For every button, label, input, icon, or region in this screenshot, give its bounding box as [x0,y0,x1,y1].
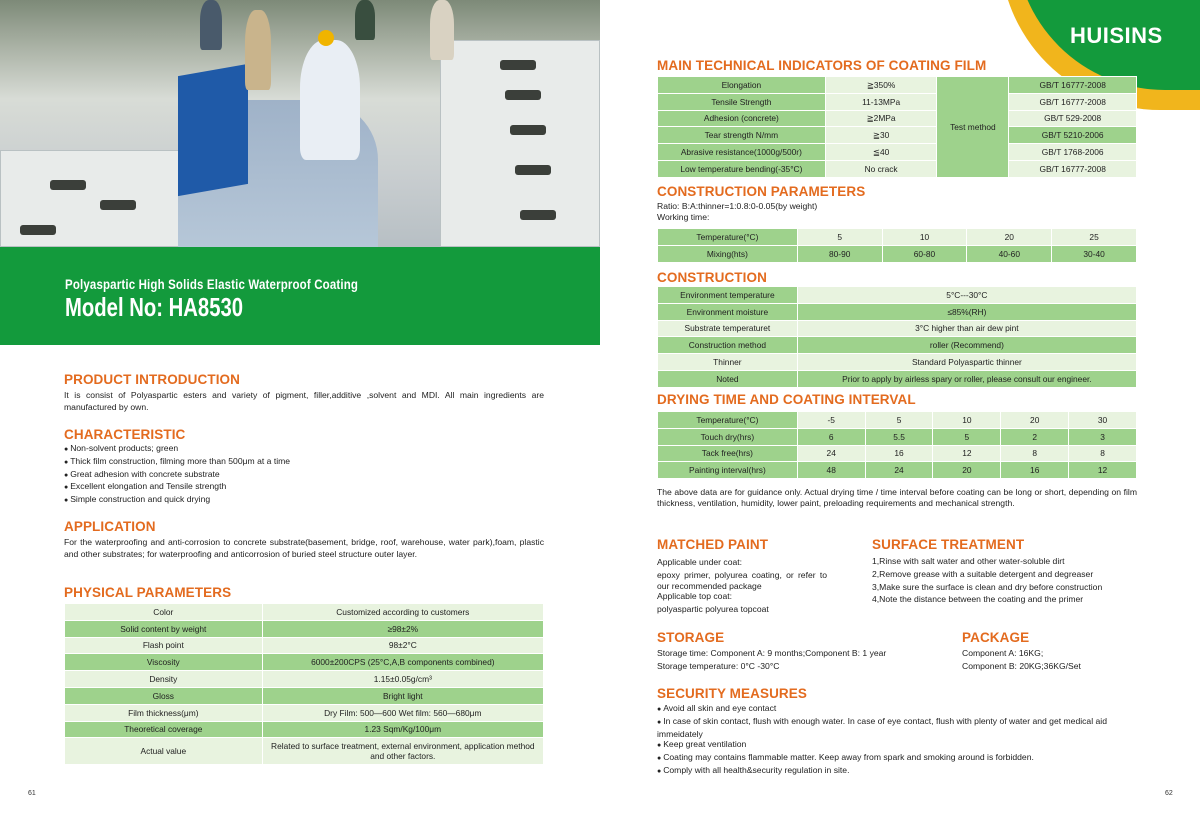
table-row [658,354,1137,371]
table-cell: Density [65,671,263,688]
construction-heading: CONSTRUCTION [657,270,767,285]
page-number-right: 62 [1165,790,1173,797]
drying-table [657,411,1137,479]
table-cell: GB/T 16777-2008 [1009,160,1137,177]
table-row [658,245,1137,262]
table-cell: 16 [865,445,933,462]
table-cell: 20 [967,229,1052,246]
construction-parameters-heading: CONSTRUCTION PARAMETERS [657,184,866,199]
construction-table [657,286,1137,388]
matched-paint-line: Applicable top coat: [657,591,733,601]
table-cell: Color [65,604,263,621]
table-cell: 3 [1069,428,1137,445]
table-cell: roller (Recommend) [797,337,1136,354]
construction-parameters-table [657,228,1137,263]
characteristic-list [64,443,544,507]
table-row [65,687,544,704]
storage-line: Storage temperature: 0°C -30°C [657,661,780,671]
table-cell: GB/T 529-2008 [1009,110,1137,127]
product-subtitle: Polyaspartic High Solids Elastic Waterproof Coating [65,276,359,292]
table-cell: Gloss [65,687,263,704]
table-cell: ≧30 [825,127,937,144]
matched-paint-heading: MATCHED PAINT [657,537,769,552]
table-cell: Touch dry(hrs) [658,428,798,445]
table-cell: 80-90 [797,245,882,262]
list-item: ● Thick film construction, filming more than 500μm at a time [64,456,544,469]
list-item: 4,Note the distance between the coating and the primer [872,594,1084,605]
list-item: 1,Rinse with salt water and other water-soluble dirt [872,556,1065,566]
model-number: Model No: HA8530 [65,292,244,322]
table-cell: 48 [797,462,865,479]
matched-paint-line: Applicable under coat: [657,557,743,567]
storage-line: Storage time: Component A: 9 months;Component B: 1 year [657,648,887,658]
table-cell: 16 [1001,462,1069,479]
list-item: ● Avoid all skin and eye contact [657,703,1137,716]
table-row [658,144,1137,161]
table-row [658,229,1137,246]
table-row [65,721,544,738]
table-row [65,604,544,621]
table-row [658,303,1137,320]
table-row [65,620,544,637]
table-cell: Actual value [65,738,263,765]
table-cell: Dry Film: 500—600 Wet film: 560—680μm [262,704,543,721]
table-row [658,428,1137,445]
security-list [657,703,1137,778]
ratio-text: Ratio: B:A:thinner=1:0.8:0-0.05(by weight) [657,201,818,211]
table-cell: 30-40 [1052,245,1137,262]
drying-heading: DRYING TIME AND COATING INTERVAL [657,392,916,407]
table-cell: 24 [797,445,865,462]
list-item: ● Comply with all health&security regulation in site. [657,765,1137,778]
table-row [658,77,1137,94]
working-time-text: Working time: [657,212,710,222]
table-row [658,320,1137,337]
table-cell: ≥98±2% [262,620,543,637]
table-cell: 1.15±0.05g/cm³ [262,671,543,688]
table-cell: Tensile Strength [658,93,826,110]
table-cell: ≧2MPa [825,110,937,127]
table-row [658,93,1137,110]
table-cell: 20 [1001,412,1069,429]
table-cell: 25 [1052,229,1137,246]
storage-heading: STORAGE [657,630,725,645]
table-cell: GB/T 16777-2008 [1009,93,1137,110]
table-cell: Noted [658,370,798,387]
test-method-cell: Test method [937,77,1009,178]
table-cell: Tear strength N/mm [658,127,826,144]
table-cell: Related to surface treatment, external environment, application method and other factors. [262,738,543,765]
table-row [658,337,1137,354]
table-cell: 3°C higher than air dew pint [797,320,1136,337]
package-line: Component B: 20KG;36KG/Set [962,661,1081,671]
table-row [658,462,1137,479]
list-item: ● Keep great ventilation [657,739,1137,752]
table-cell: 30 [1069,412,1137,429]
table-cell: Mixing(hts) [658,245,798,262]
table-cell: 20 [933,462,1001,479]
table-cell: ≤85%(RH) [797,303,1136,320]
table-cell: 2 [1001,428,1069,445]
table-cell: No crack [825,160,937,177]
table-cell: 5 [865,412,933,429]
table-row [65,704,544,721]
table-cell: Customized according to customers [262,604,543,621]
table-cell: 5 [797,229,882,246]
application-text: For the waterproofing and anti-corrosion to concrete substrate(basement, bridge, roof, warehouse, water park),foam, plastic and other substrates; for waterproofing and anticorrosion of buried steel structure outer layer. [64,537,544,559]
table-row [658,110,1137,127]
table-cell: 5°C---30°C [797,287,1136,304]
table-cell: Viscosity [65,654,263,671]
package-heading: PACKAGE [962,630,1030,645]
table-cell: Temperature(°C) [658,229,798,246]
table-cell: 11-13MPa [825,93,937,110]
table-cell: 10 [933,412,1001,429]
table-cell: GB/T 16777-2008 [1009,77,1137,94]
table-row [658,287,1137,304]
table-cell: 5 [933,428,1001,445]
list-item: ● Great adhesion with concrete substrate [64,469,544,482]
table-cell: 10 [882,229,967,246]
product-introduction-text: It is consist of Polyaspartic esters and variety of pigment, filler,additive ,solvent and MDI. All main ingredients are manufactured by own. [64,390,544,412]
table-cell: 12 [1069,462,1137,479]
table-row [65,637,544,654]
table-row [65,738,544,765]
list-item: 2,Remove grease with a suitable detergent and degreaser [872,568,1094,579]
table-row [658,160,1137,177]
list-item: ● Coating may contains flammable matter. Keep away from spark and smoking around is forbidden. [657,752,1137,765]
physical-parameters-table [64,603,544,765]
table-cell: Substrate temperaturet [658,320,798,337]
table-cell: 24 [865,462,933,479]
indicators-heading: MAIN TECHNICAL INDICATORS OF COATING FILM [657,58,987,73]
table-cell: 8 [1069,445,1137,462]
list-item: ● Non-solvent products; green [64,443,544,456]
table-cell: GB/T 1768-2006 [1009,144,1137,161]
table-cell: ≦40 [825,144,937,161]
table-cell: Solid content by weight [65,620,263,637]
page-number-left: 61 [28,790,36,797]
hero-photo [0,0,600,247]
table-cell: Temperature(°C) [658,412,798,429]
list-item: ● In case of skin contact, flush with enough water. In case of eye contact, flush with plenty of water and get medical aid immeidately [657,716,1137,740]
table-row [65,654,544,671]
security-heading: SECURITY MEASURES [657,686,807,701]
table-cell: 98±2°C [262,637,543,654]
table-row [658,445,1137,462]
table-row [658,370,1137,387]
drying-note: The above data are for guidance only. Actual drying time / time interval before coating can be long or short, depending on film thickness, ventilation, humidity, lower paint, preloading requirements and mechanical strength. [657,487,1137,508]
table-cell: 40-60 [967,245,1052,262]
table-cell: 8 [1001,445,1069,462]
table-cell: Environment temperature [658,287,798,304]
table-cell: Bright light [262,687,543,704]
table-cell: 12 [933,445,1001,462]
table-cell: Elongation [658,77,826,94]
table-cell: Painting interval(hrs) [658,462,798,479]
list-item: ● Excellent elongation and Tensile strength [64,481,544,494]
table-cell: -5 [797,412,865,429]
surface-treatment-list [872,555,1102,606]
indicators-table [657,76,1137,178]
physical-parameters-heading: PHYSICAL PARAMETERS [64,585,232,600]
list-item: ● Simple construction and quick drying [64,494,544,507]
list-item: 3,Make sure the surface is clean and dry before construction [872,581,1103,592]
matched-paint-line: polyaspartic polyurea topcoat [657,604,769,614]
product-introduction-heading: PRODUCT INTRODUCTION [64,372,240,387]
table-cell: 1.23 Sqm/Kg/100μm [262,721,543,738]
application-heading: APPLICATION [64,519,156,534]
table-cell: ≧350% [825,77,937,94]
table-cell: 60-80 [882,245,967,262]
table-cell: Construction method [658,337,798,354]
matched-paint-line: epoxy primer, polyurea coating, or refer to our recommended package [657,570,827,591]
table-cell: Tack free(hrs) [658,445,798,462]
table-row [658,127,1137,144]
surface-treatment-heading: SURFACE TREATMENT [872,537,1025,552]
characteristic-heading: CHARACTERISTIC [64,427,186,442]
table-cell: 6 [797,428,865,445]
table-cell: 6000±200CPS (25°C,A,B components combined) [262,654,543,671]
table-cell: Thinner [658,354,798,371]
table-row [658,412,1137,429]
brand-logo: HUISINS [1070,23,1163,48]
table-cell: Theoretical coverage [65,721,263,738]
table-cell: Prior to apply by airless spary or roller, please consult our engineer. [797,370,1136,387]
table-row [65,671,544,688]
table-cell: 5.5 [865,428,933,445]
table-cell: GB/T 5210-2006 [1009,127,1137,144]
package-line: Component A: 16KG; [962,648,1044,658]
table-cell: Standard Polyaspartic thinner [797,354,1136,371]
table-cell: Environment moisture [658,303,798,320]
table-cell: Adhesion (concrete) [658,110,826,127]
table-cell: Low temperature bending(-35°C) [658,160,826,177]
table-cell: Film thickness(μm) [65,704,263,721]
table-cell: Flash point [65,637,263,654]
table-cell: Abrasive resistance(1000g/500r) [658,144,826,161]
